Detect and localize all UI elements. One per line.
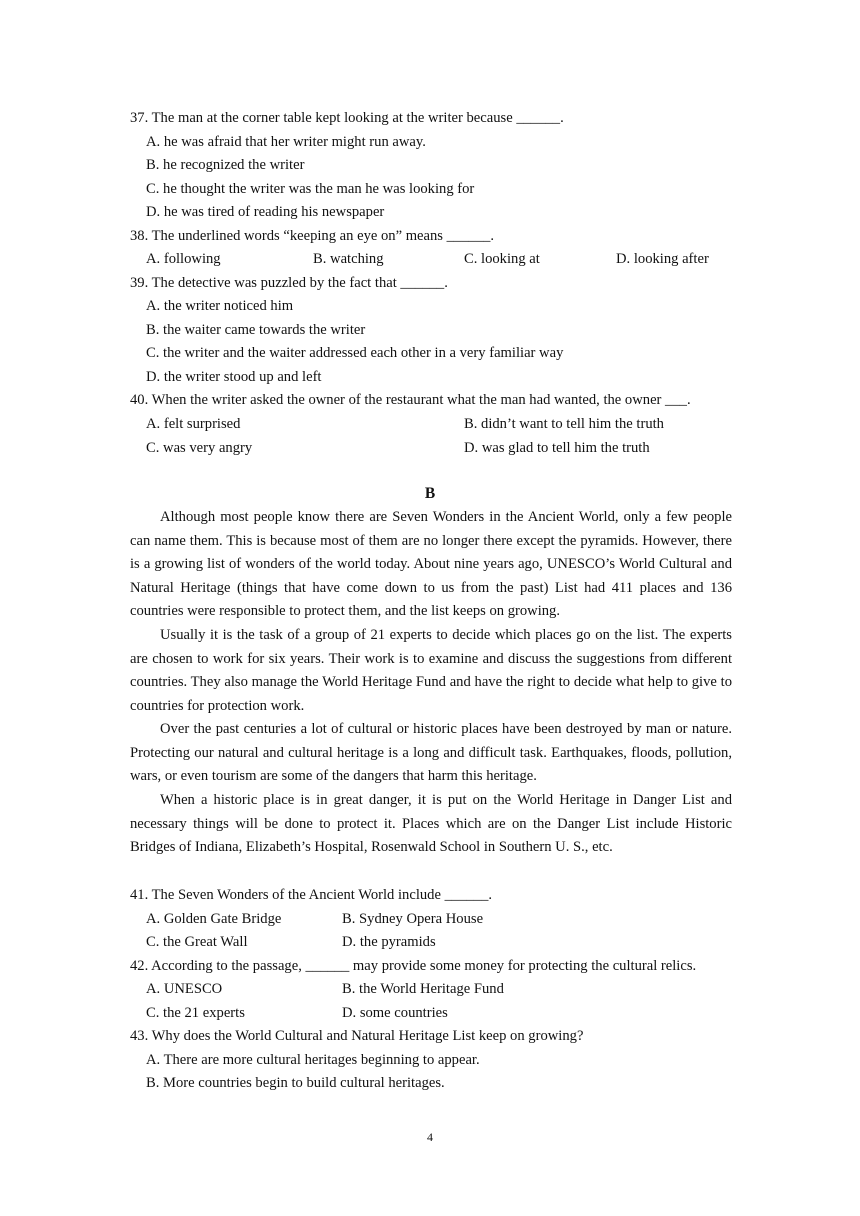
page-number: 4 [427, 1130, 433, 1144]
q42-option-b: B. the World Heritage Fund [342, 981, 504, 997]
passage-paragraph-3: Over the past centuries a lot of cultural or historic places have been destroyed by man or nature. Protecting our natural and cultural heritage is a long and difficult task. Earthquakes, floods, pollution, wars, or even tourism are some of the dangers that harm this heritage. [130, 721, 732, 784]
q42-stem: 42. According to the passage, ______ may provide some money for protecting the cultural relics. [130, 958, 697, 974]
q37-option-b: B. he recognized the writer [146, 157, 305, 173]
q37-option-a: A. he was afraid that her writer might run away. [146, 134, 426, 150]
q40-stem: 40. When the writer asked the owner of the restaurant what the man had wanted, the owner ___. [130, 392, 691, 408]
passage-paragraph-1: Although most people know there are Seven Wonders in the Ancient World, only a few people can name them. This is because most of them are no longer there except the pyramids. However, there is a growing list of wonders of the world today. About nine years ago, UNESCO’s World Cultural and Natural Heritage (things that have come down to us from the past) List had 411 places and 136 countries were responsible to protect them, and the list keeps on growing. [130, 509, 732, 619]
q37-option-d: D. he was tired of reading his newspaper [146, 204, 385, 220]
q42-option-a: A. UNESCO [146, 981, 223, 997]
q41-option-d: D. the pyramids [342, 934, 436, 950]
q41-option-b: B. Sydney Opera House [342, 911, 484, 927]
q41-stem: 41. The Seven Wonders of the Ancient World include ______. [130, 887, 493, 903]
passage-paragraph-2: Usually it is the task of a group of 21 experts to decide which places go on the list. The experts are chosen to work for six years. Their work is to examine and discuss the suggestions from different countries. They also manage the World Heritage Fund and have the right to decide what help to give to countries for protection work. [130, 627, 732, 714]
section-heading: B [424, 485, 436, 502]
q40-option-b: B. didn’t want to tell him the truth [464, 416, 664, 432]
q38-stem: 38. The underlined words “keeping an eye on” means ______. [130, 228, 495, 244]
q40-option-a: A. felt surprised [146, 416, 241, 432]
q41-option-c: C. the Great Wall [146, 934, 248, 950]
q40-option-c: C. was very angry [146, 440, 253, 456]
q39-stem: 39. The detective was puzzled by the fact that ______. [130, 275, 448, 291]
q37-stem: 37. The man at the corner table kept looking at the writer because ______. [130, 110, 564, 126]
q42-option-c: C. the 21 experts [146, 1005, 245, 1021]
q39-option-b: B. the waiter came towards the writer [146, 322, 366, 338]
q43-option-b: B. More countries begin to build cultural heritages. [146, 1075, 445, 1091]
q42-option-d: D. some countries [342, 1005, 448, 1021]
q39-option-a: A. the writer noticed him [146, 298, 294, 314]
q39-option-c: C. the writer and the waiter addressed each other in a very familiar way [146, 345, 564, 361]
passage-paragraph-4: When a historic place is in great danger, it is put on the World Heritage in Danger List and necessary things will be done to protect it. Places which are on the Danger List include Historic Bridges of Indiana, Elizabeth’s Hospital, Rosenwald School in Southern U. S., etc. [130, 792, 732, 855]
q38-option-d: D. looking after [616, 251, 709, 267]
q39-option-d: D. the writer stood up and left [146, 369, 322, 385]
q43-option-a: A. There are more cultural heritages beginning to appear. [146, 1052, 480, 1068]
q41-option-a: A. Golden Gate Bridge [146, 911, 282, 927]
q38-option-c: C. looking at [464, 251, 540, 267]
q40-option-d: D. was glad to tell him the truth [464, 440, 650, 456]
q37-option-c: C. he thought the writer was the man he was looking for [146, 181, 475, 197]
q38-option-b: B. watching [313, 251, 384, 267]
q43-stem: 43. Why does the World Cultural and Natural Heritage List keep on growing? [130, 1028, 584, 1044]
q38-option-a: A. following [146, 251, 221, 267]
